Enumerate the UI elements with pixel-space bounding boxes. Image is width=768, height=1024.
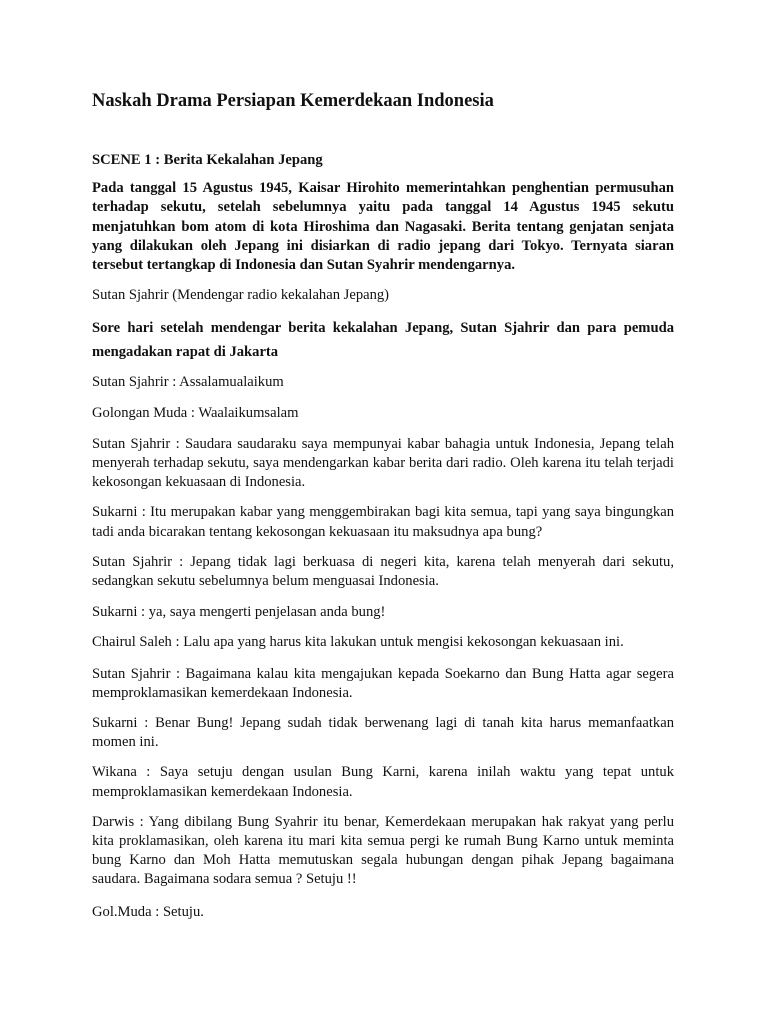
dialogue-line: Sutan Sjahrir : Assalamualaikum — [92, 374, 284, 391]
dialogue-line: Chairul Saleh : Lalu apa yang harus kita lakukan untuk mengisi kekosongan kekuasaan ini. — [92, 634, 624, 651]
dialogue-line: Darwis : Yang dibilang Bung Syahrir itu benar, Kemerdekaan merupakan hak rakyat yang perlu kita proklamasikan, oleh karena itu mari kita semua pergi ke rumah Bung Karno untuk meminta bung Karno dan Moh Hatta memutuskan segala hubungan dengan pihak Jepang bagaimana saudara. Bagaimana sodara semua ? Setuju !! — [92, 813, 674, 888]
narration-paragraph: Pada tanggal 15 Agustus 1945, Kaisar Hirohito memerintahkan penghentian permusuhan terhadap sekutu, setelah sebelumnya yaitu pada tanggal 14 Agustus 1945 sekutu menjatuhkan bom atom di kota Hiroshima dan Nagasaki. Berita tentang genjatan senjata yang dilakukan oleh Jepang ini disiarkan di radio jepang dari Tokyo. Ternyata siaran tersebut tertangkap di Indonesia dan Sutan Syahrir mendengarnya. — [92, 180, 674, 274]
dialogue-line: Golongan Muda : Waalaikumsalam — [92, 404, 299, 421]
dialogue-line: Gol.Muda : Setuju. — [92, 903, 204, 920]
stage-direction: Sutan Sjahrir (Mendengar radio kekalahan Jepang) — [92, 287, 390, 304]
dialogue-line: Sutan Sjahrir : Bagaimana kalau kita mengajukan kepada Soekarno dan Bung Hatta agar segera memproklamasikan kemerdekaan Indonesia. — [92, 665, 674, 701]
narration-paragraph: Sore hari setelah mendengar berita kekalahan Jepang, Sutan Sjahrir dan para pemuda mengadakan rapat di Jakarta — [92, 320, 674, 361]
dialogue-line: Wikana : Saya setuju dengan usulan Bung Karni, karena inilah waktu yang tepat untuk memproklamasikan kemerdekaan Indonesia. — [92, 764, 674, 800]
dialogue-line: Sukarni : Itu merupakan kabar yang menggembirakan bagi kita semua, tapi yang saya bingungkan tadi anda bicarakan tentang kekosongan kekuasaan itu maksudnya apa bung? — [92, 504, 674, 540]
dialogue-line: Sutan Sjahrir : Saudara saudaraku saya mempunyai kabar bahagia untuk Indonesia, Jepang telah menyerah terhadap sekutu, saya mendengarkan kabar berita dari radio. Oleh karena itu telah terjadi kekosongan kekuasaan di Indonesia. — [92, 435, 674, 491]
dialogue-line: Sukarni : Benar Bung! Jepang sudah tidak berwenang lagi di tanah kita harus memanfaatkan momen ini. — [92, 715, 674, 751]
document-title: Naskah Drama Persiapan Kemerdekaan Indonesia — [92, 91, 494, 111]
document-page — [92, 88, 674, 934]
dialogue-line: Sukarni : ya, saya mengerti penjelasan anda bung! — [92, 604, 386, 621]
scene-heading: SCENE 1 : Berita Kekalahan Jepang — [92, 152, 323, 168]
dialogue-line: Sutan Sjahrir : Jepang tidak lagi berkuasa di negeri kita, karena telah menyerah dari sekutu, sedangkan sekutu sebelumnya belum menguasai Indonesia. — [92, 553, 674, 590]
